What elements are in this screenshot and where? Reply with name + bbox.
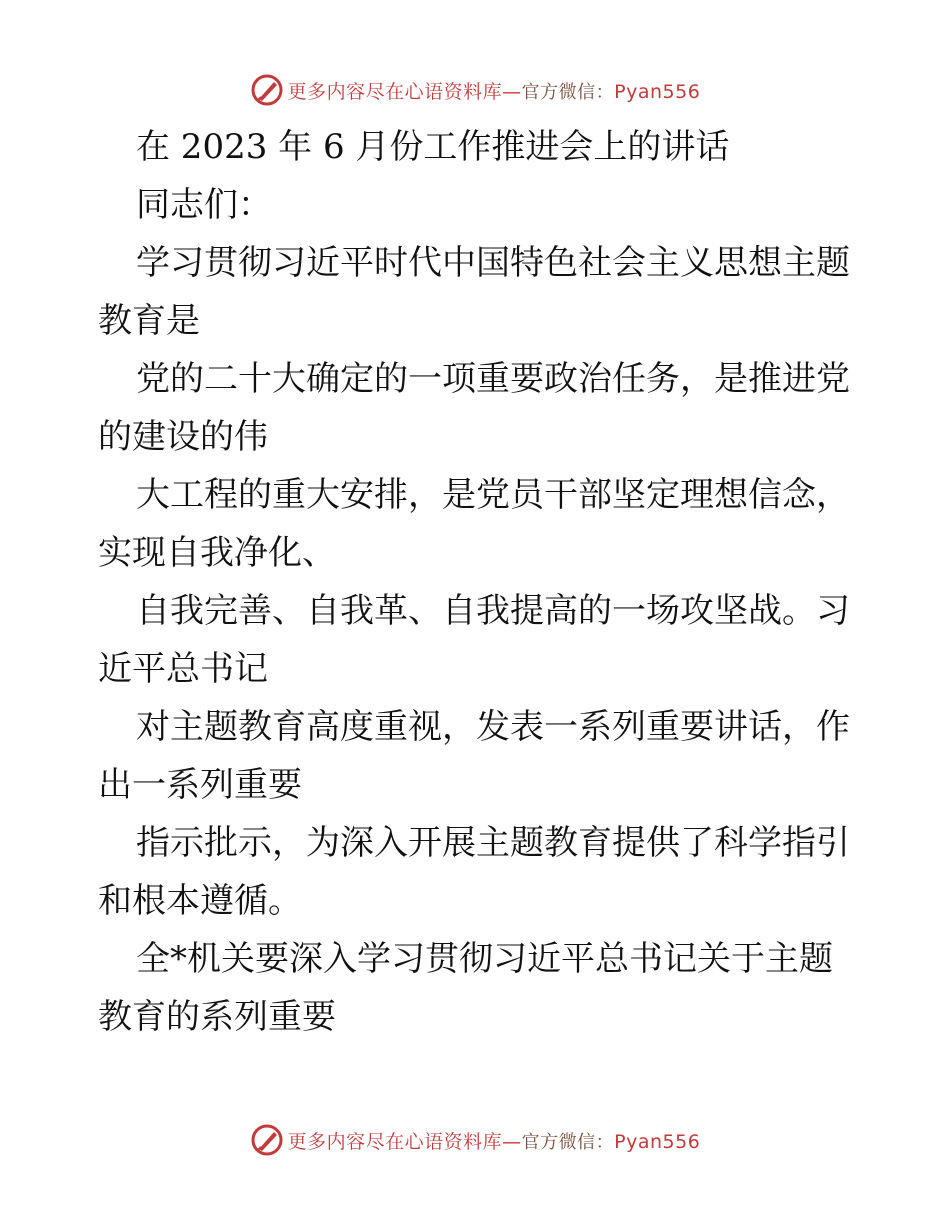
header-watermark [0,70,950,110]
quill-logo-icon [250,73,284,107]
document-line: 和根本遵循。 [98,881,302,921]
document-line: 出一系列重要 [98,765,302,805]
document-line: 大工程的重大安排，是党员干部坚定理想信念， [136,475,850,515]
document-line: 近平总书记 [98,649,268,689]
watermark-sub: 官方微信： [521,1131,615,1153]
watermark-id: Pyan556 [614,1130,701,1153]
document-line: 党的二十大确定的一项重要政治任务，是推进党 [136,359,850,399]
document-line: 教育的系列重要 [98,997,336,1037]
watermark-main: 更多内容尽在心语资料库— [287,1130,522,1153]
document-line: 对主题教育高度重视，发表一系列重要讲话，作 [136,707,850,747]
document-line: 全*机关要深入学习贯彻习近平总书记关于主题 [136,939,833,979]
watermark-main: 更多内容尽在心语资料库— [287,80,522,103]
document-line: 教育是 [98,301,200,341]
watermark-sub: 官方微信： [521,81,615,103]
quill-logo-icon [250,1123,284,1157]
document-line: 实现自我净化、 [98,533,336,573]
document-line: 同志们： [136,185,272,225]
document-line: 指示批示，为深入开展主题教育提供了科学指引 [136,823,850,863]
document-line: 学习贯彻习近平时代中国特色社会主义思想主题 [136,243,850,283]
watermark-id: Pyan556 [614,80,701,103]
document-title: 在 2023 年 6 月份工作推进会上的讲话 [136,127,730,167]
watermark-text [288,77,701,104]
footer-watermark [0,1120,950,1160]
document-body [98,118,858,1046]
document-line: 自我完善、自我革、自我提高的一场攻坚战。习 [136,591,850,631]
document-line: 的建设的伟 [98,417,268,457]
watermark-text [288,1127,701,1154]
